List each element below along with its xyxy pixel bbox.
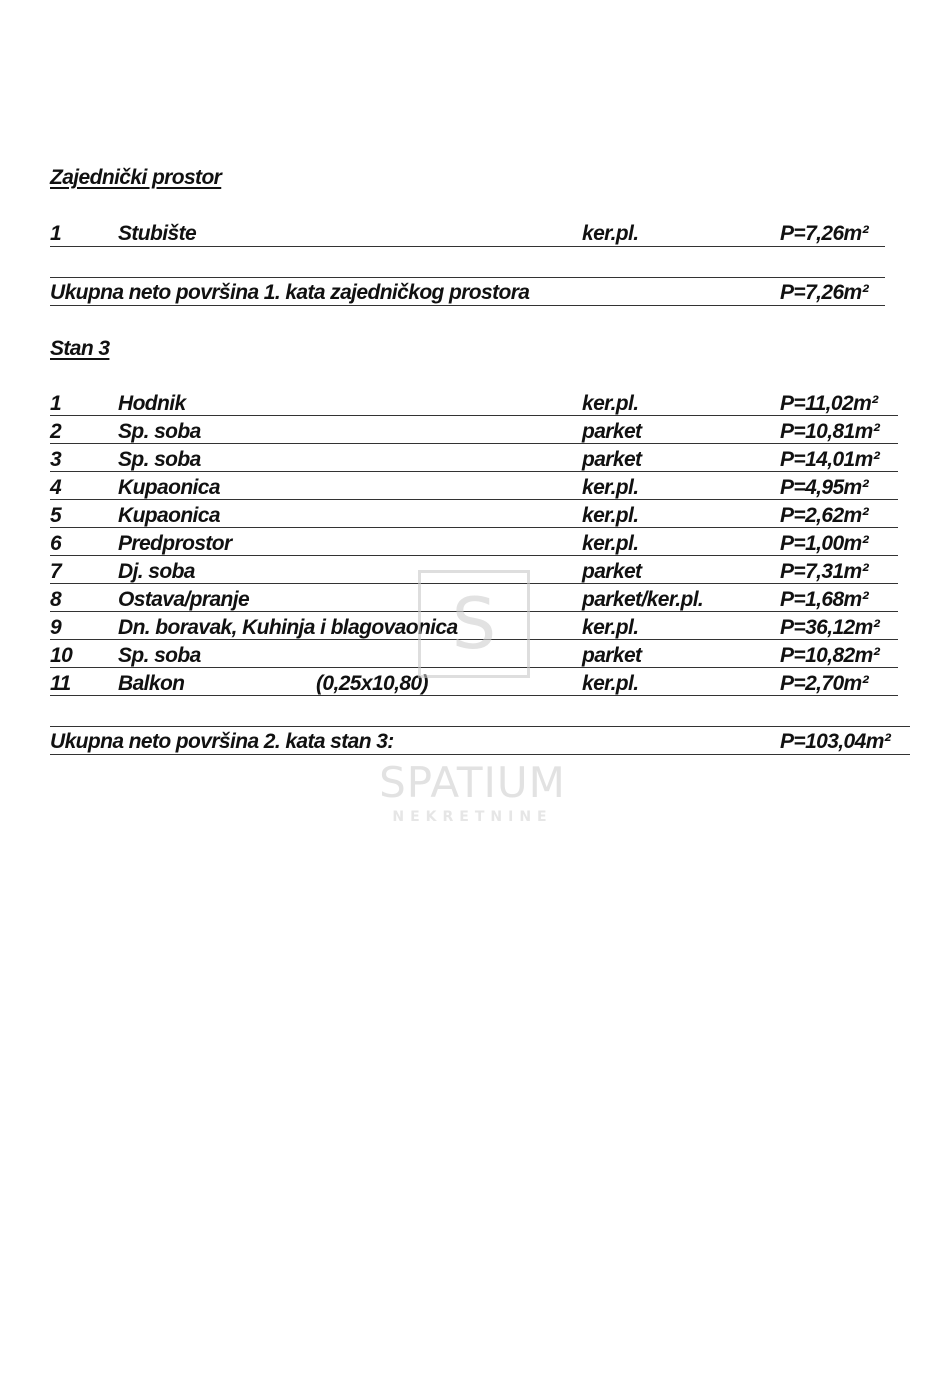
apartment-row-number: 4 (50, 476, 62, 499)
row-divider (50, 415, 898, 416)
apartment-row-area: P=7,31m² (780, 560, 869, 583)
apartment-row-number: 11 (50, 672, 71, 695)
apartment-heading: Stan 3 (50, 337, 110, 360)
watermark-subtitle: NEKRETNINE (392, 809, 553, 825)
apartment-row-room: Sp. soba (118, 448, 201, 471)
apartment-row-floor: ker.pl. (582, 616, 639, 639)
apartment-row-area: P=1,68m² (780, 588, 869, 611)
apartment-row-room: Sp. soba (118, 420, 201, 443)
apartment-row-floor: parket (582, 420, 642, 443)
total-bottom-rule (50, 305, 885, 306)
balcony-dimensions: (0,25x10,80) (316, 672, 428, 695)
apartment-row-area: P=10,81m² (780, 420, 880, 443)
common-total-value: P=7,26m² (780, 281, 869, 304)
apartment-row-floor: ker.pl. (582, 532, 639, 555)
row-divider (50, 695, 898, 696)
common-row-number: 1 (50, 222, 62, 245)
apartment-row-floor: parket/ker.pl. (582, 588, 704, 611)
apartment-row-room: Sp. soba (118, 644, 201, 667)
apartment-row-number: 7 (50, 560, 62, 583)
apartment-row-area: P=36,12m² (780, 616, 880, 639)
common-row-room: Stubište (118, 222, 197, 245)
apartment-row-floor: ker.pl. (582, 476, 639, 499)
apartment-row-room: Kupaonica (118, 476, 220, 499)
apartment-row-floor: parket (582, 560, 642, 583)
watermark-brand: SPATIUM (379, 758, 566, 807)
apartment-row-area: P=14,01m² (780, 448, 880, 471)
total-top-rule (50, 726, 910, 727)
total-bottom-rule (50, 754, 910, 755)
common-area-heading: Zajednički prostor (50, 166, 222, 189)
row-divider (50, 555, 898, 556)
apartment-row-room: Hodnik (118, 392, 186, 415)
common-row-area: P=7,26m² (780, 222, 869, 245)
apartment-row-number: 2 (50, 420, 62, 443)
row-divider (50, 527, 898, 528)
apartment-total-label: Ukupna neto površina 2. kata stan 3: (50, 730, 394, 753)
row-divider (50, 499, 898, 500)
total-top-rule (50, 277, 885, 278)
row-divider (50, 443, 898, 444)
apartment-row-number: 3 (50, 448, 62, 471)
apartment-row-area: P=2,70m² (780, 672, 869, 695)
apartment-row-number: 10 (50, 644, 73, 667)
apartment-row-area: P=11,02m² (780, 392, 878, 415)
apartment-row-room: Dn. boravak, Kuhinja i blagovaonica (118, 616, 458, 639)
apartment-row-number: 1 (50, 392, 62, 415)
common-total-label: Ukupna neto površina 1. kata zajedničkog prostora (50, 281, 530, 304)
apartment-row-area: P=2,62m² (780, 504, 869, 527)
apartment-row-number: 6 (50, 532, 62, 555)
apartment-row-room: Balkon (118, 672, 185, 695)
watermark-logo-letter: S (451, 583, 497, 665)
apartment-row-floor: ker.pl. (582, 672, 639, 695)
apartment-row-number: 5 (50, 504, 62, 527)
apartment-row-room: Kupaonica (118, 504, 220, 527)
row-divider (50, 471, 898, 472)
row-divider (50, 246, 885, 247)
apartment-total-value: P=103,04m² (780, 730, 891, 753)
apartment-row-room: Predprostor (118, 532, 232, 555)
apartment-row-room: Dj. soba (118, 560, 195, 583)
apartment-row-area: P=10,82m² (780, 644, 880, 667)
apartment-row-floor: ker.pl. (582, 504, 639, 527)
apartment-row-floor: ker.pl. (582, 392, 639, 415)
apartment-row-number: 8 (50, 588, 62, 611)
apartment-row-floor: parket (582, 644, 642, 667)
apartment-row-floor: parket (582, 448, 642, 471)
apartment-row-area: P=1,00m² (780, 532, 869, 555)
apartment-row-room: Ostava/pranje (118, 588, 250, 611)
common-row-floor: ker.pl. (582, 222, 639, 245)
apartment-row-number: 9 (50, 616, 62, 639)
apartment-row-area: P=4,95m² (780, 476, 869, 499)
